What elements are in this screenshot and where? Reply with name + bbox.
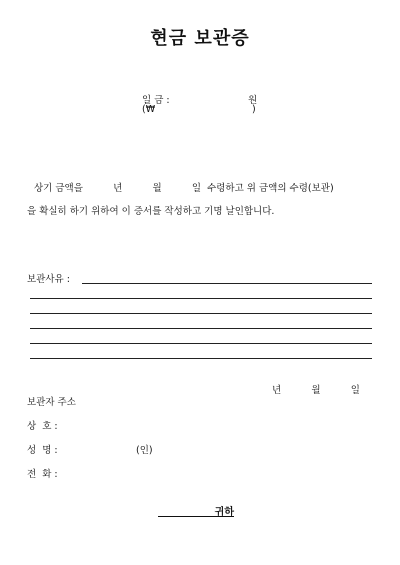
- reason-line-5[interactable]: [30, 358, 372, 359]
- amount-label: 일 금 :: [142, 95, 170, 106]
- body-text-line2: 을 확실히 하기 위하여 이 증서를 작성하고 기명 날인합니다.: [27, 206, 275, 217]
- recipient-suffix: 귀하: [214, 507, 234, 518]
- seal-mark: (인): [136, 445, 153, 456]
- amount-currency-open: (₩: [142, 104, 156, 115]
- name-label: 성 명 :: [27, 445, 58, 456]
- custodian-address-label: 보관자 주소: [27, 397, 76, 408]
- body-text-line1: 상기 금액을 년 월 일 수령하고 위 금액의 수령(보관): [34, 183, 334, 194]
- document-title: 현금 보관증: [150, 28, 250, 49]
- reason-line-4[interactable]: [30, 343, 372, 344]
- won-label: 원: [248, 95, 258, 106]
- reason-line-2[interactable]: [30, 313, 372, 314]
- amount-paren-close: ): [252, 104, 256, 115]
- reason-line-3[interactable]: [30, 328, 372, 329]
- reason-line-1[interactable]: [30, 298, 372, 299]
- phone-label: 전 화 :: [27, 469, 58, 480]
- company-label: 상 호 :: [27, 421, 58, 432]
- date-fields: 년 월 일: [272, 385, 360, 396]
- reason-label: 보관사유 :: [27, 274, 70, 285]
- reason-input-line[interactable]: [82, 283, 372, 284]
- recipient-line[interactable]: [158, 503, 234, 517]
